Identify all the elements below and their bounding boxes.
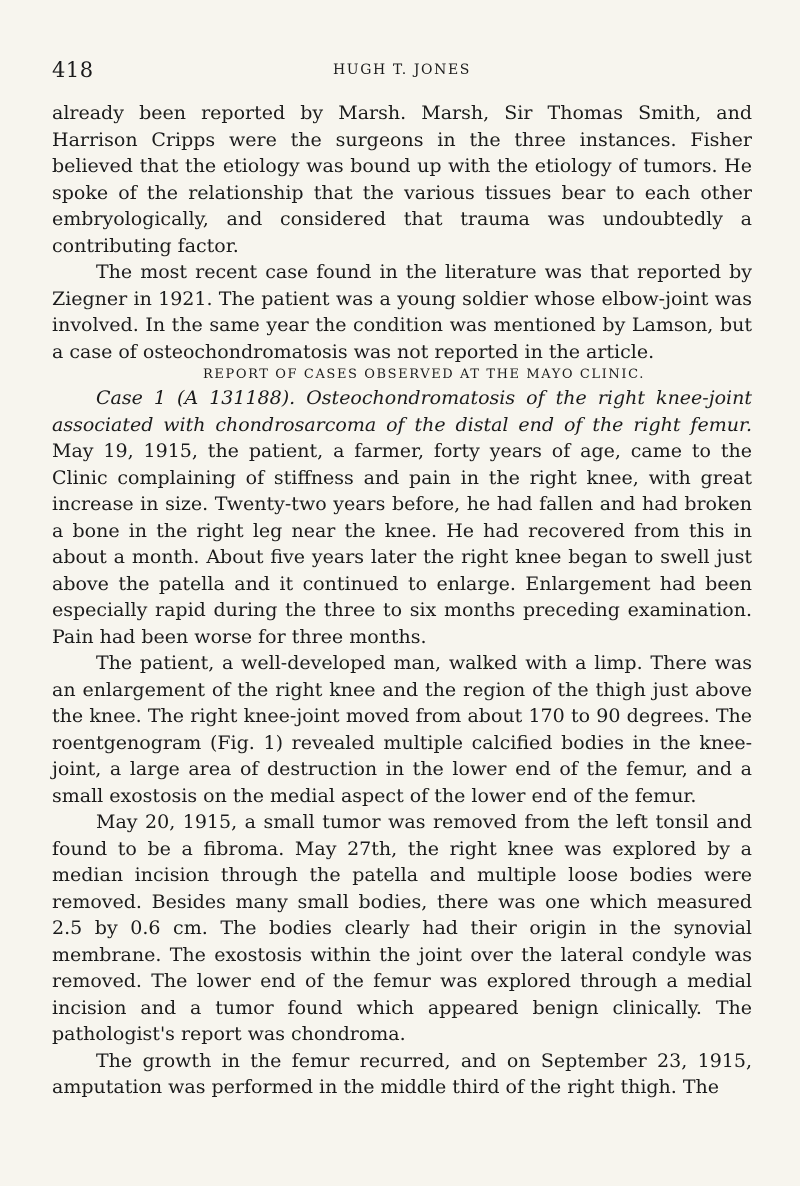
case-1-title: Case 1 (A 131188). Osteochondromatosis of the right knee-joint associated with chondrosarcoma of the distal end of the right femur.	[52, 387, 752, 436]
paragraph: already been reported by Marsh. Marsh, Sir Thomas Smith, and Harrison Cripps were the surgeons in the three instances. Fisher believed that the etiology was bound up with the etiology of tumors. He spoke of the relationship that the various tissues bear to each other embryologically, and considered that trauma was undoubtedly a contributing factor.	[52, 102, 752, 257]
body-text	[52, 100, 752, 1101]
case-1-paragraph	[52, 385, 752, 650]
paragraph: The patient, a well-developed man, walked with a limp. There was an enlargement of the right knee and the region of the thigh just above the knee. The right knee-joint moved from about 170 to 90 degrees. The roentgenogram (Fig. 1) revealed multiple calcified bodies in the knee-joint, a large area of destruction in the lower end of the femur, and a small exostosis on the medial aspect of the lower end of the femur.	[52, 652, 752, 807]
paragraph: The most recent case found in the literature was that reported by Ziegner in 1921. The patient was a young soldier whose elbow-joint was involved. In the same year the condition was mentioned by Lamson, but a case of osteochondromatosis was not reported in the article.	[52, 261, 752, 363]
header-author: HUGH T. JONES	[333, 62, 471, 78]
section-heading: REPORT OF CASES OBSERVED AT THE MAYO CLINIC.	[203, 367, 645, 382]
page-number: 418	[52, 58, 94, 82]
paragraph: The growth in the femur recurred, and on September 23, 1915, amputation was performed in the middle third of the right thigh. The	[52, 1049, 752, 1098]
case-1-text: May 19, 1915, the patient, a farmer, forty years of age, came to the Clinic complaining of stiffness and pain in the right knee, with great increase in size. Twenty-two years before, he had fallen and had broken a bone in the right leg near the knee. He had recovered from this in about a month. About five years later the right knee began to swell just above the patella and it continued to enlarge. Enlargement had been especially rapid during the three to six months preceding examination. Pain had been worse for three months.	[52, 440, 752, 648]
running-header	[52, 58, 752, 82]
paragraph: May 20, 1915, a small tumor was removed from the left tonsil and found to be a fibroma. May 27th, the right knee was explored by a median incision through the patella and multiple loose bodies were removed. Besides many small bodies, there was one which measured 2.5 by 0.6 cm. The bodies clearly had their origin in the synovial membrane. The exostosis within the joint over the lateral condyle was removed. The lower end of the femur was explored through a medial incision and a tumor found which appeared benign clinically. The pathologist's report was chondroma.	[52, 811, 752, 1045]
